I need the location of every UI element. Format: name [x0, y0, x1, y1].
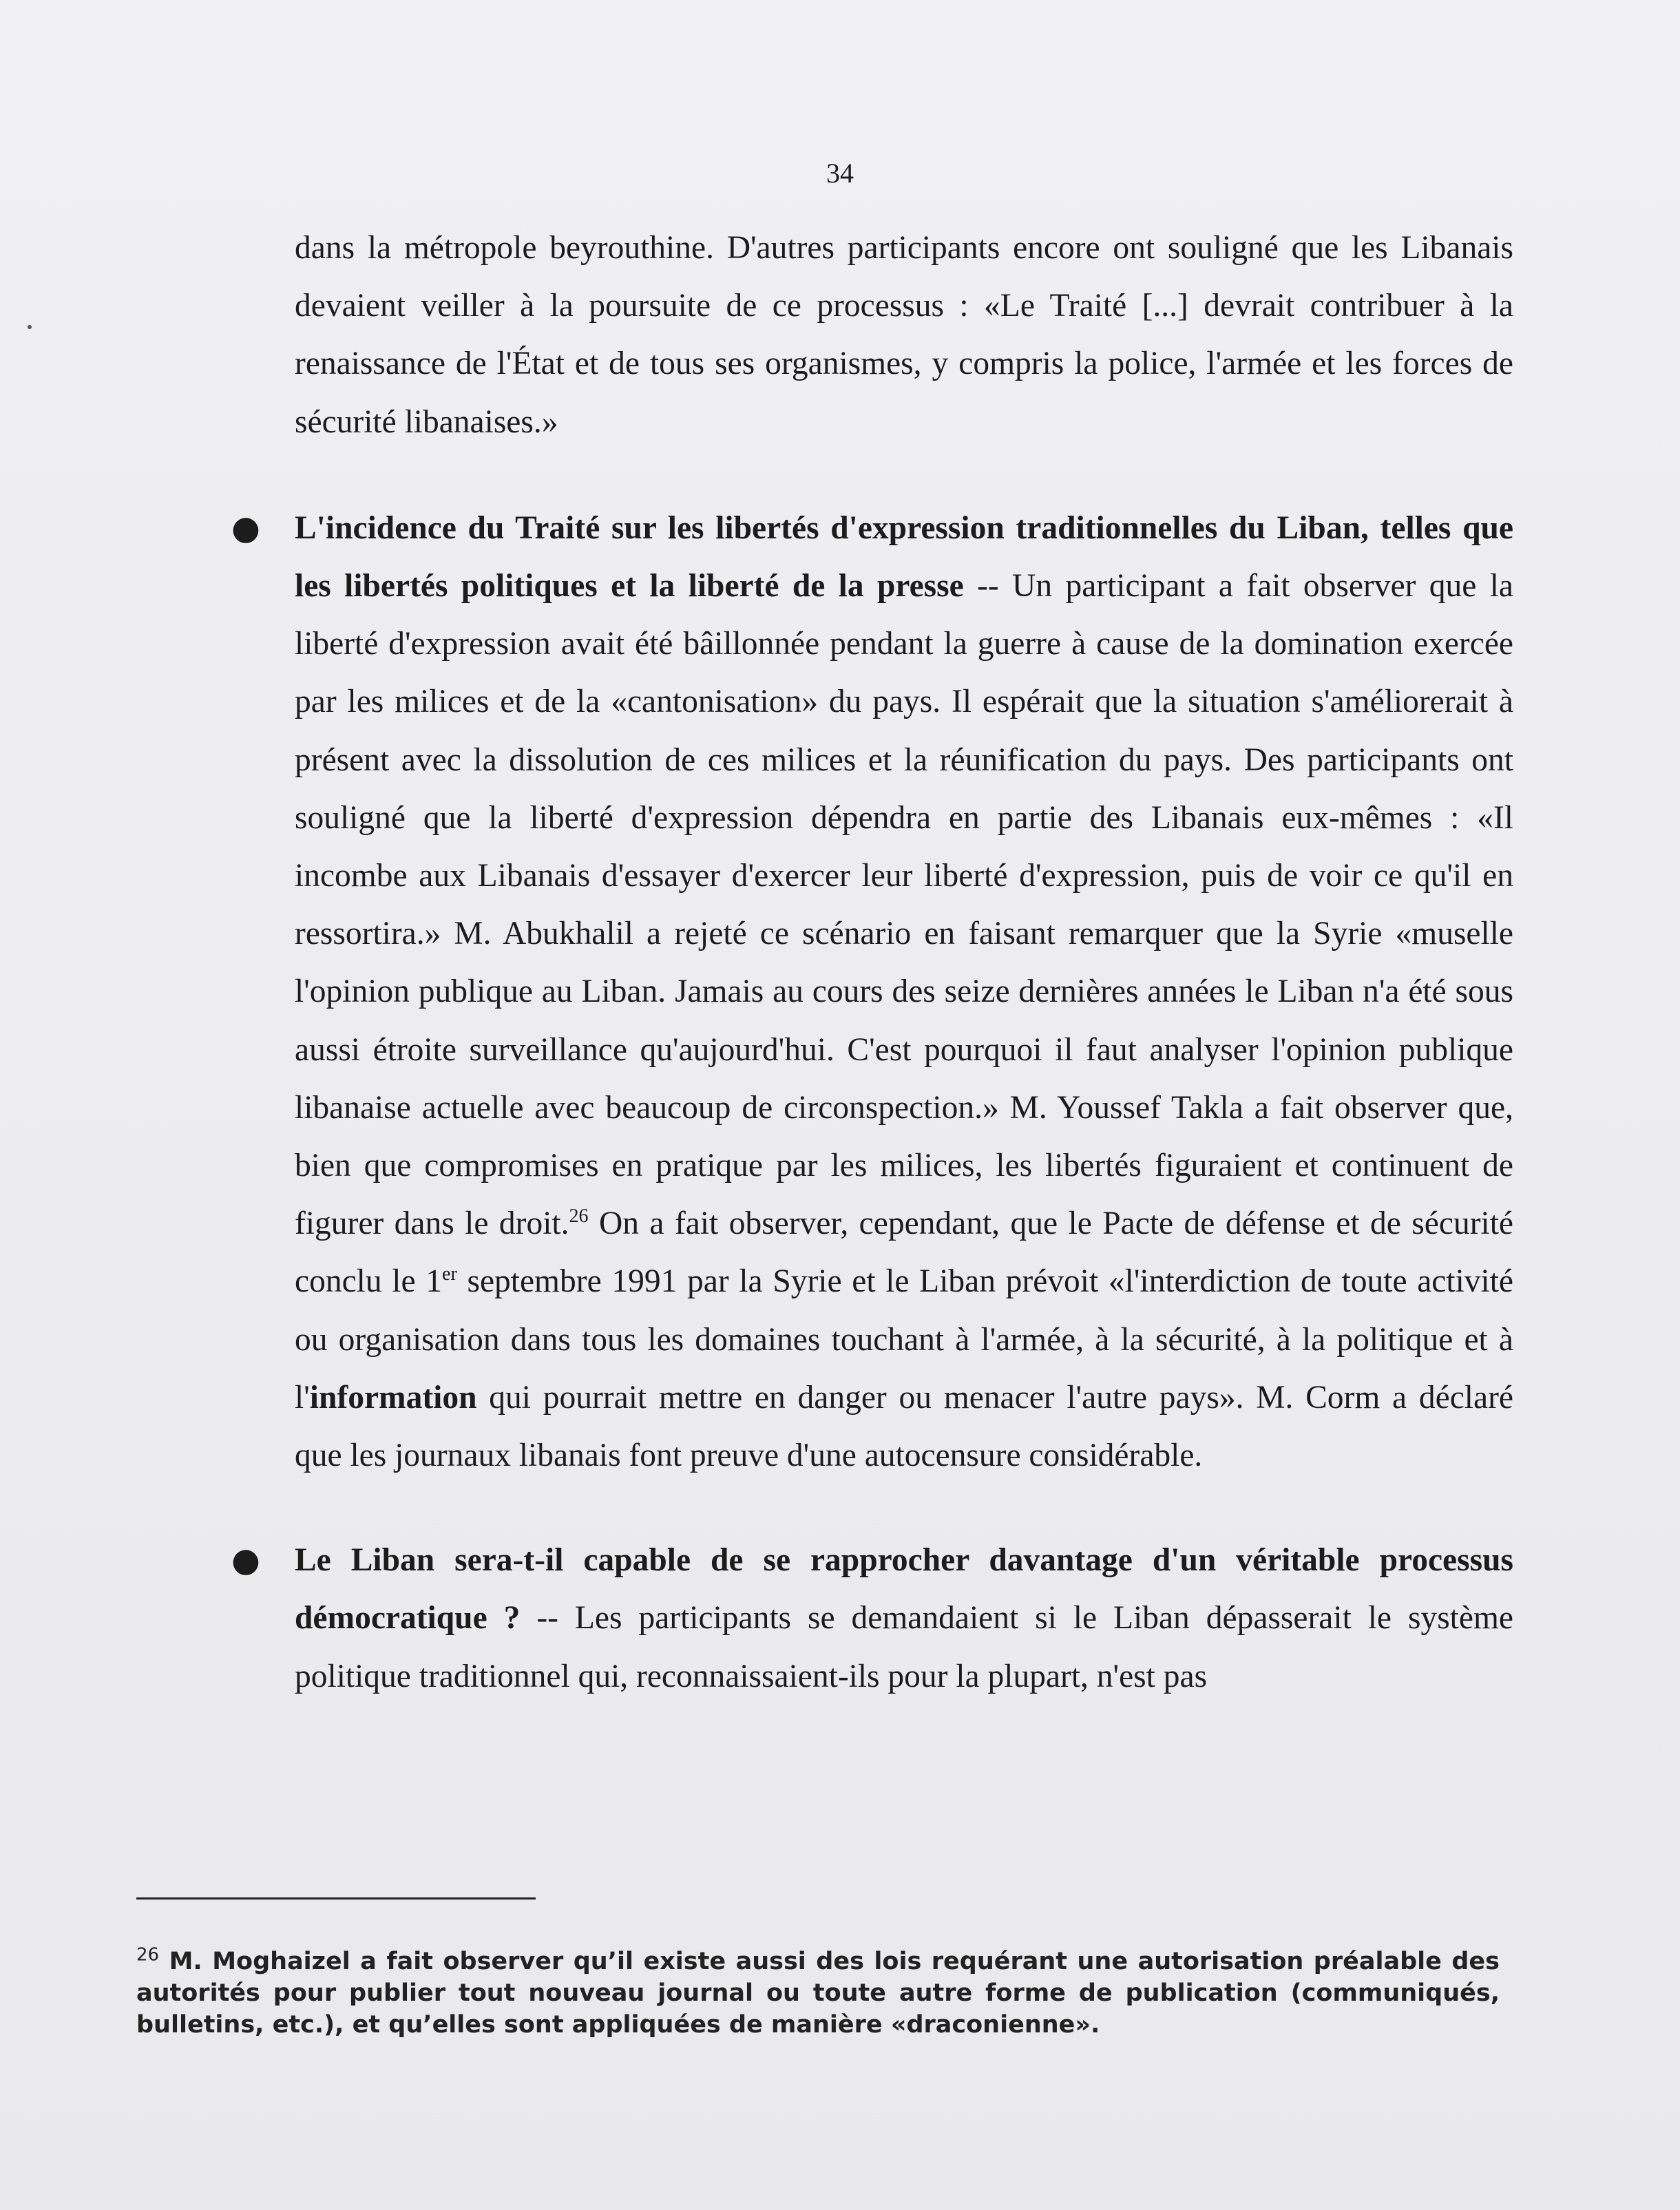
bullet-text-part: On a fait observer, cependant, que le Pacte de défense et de sécurité conclu le 1: [295, 1206, 1513, 1300]
bullet-text-part: septembre 1991 par la Syrie et le Liban prévoit «l'interdiction de toute activité ou organisation dans tous les domaines touchant à l'armée, à la sécurité, à la politique et à l': [295, 1263, 1513, 1416]
bullet-icon: ●: [231, 508, 260, 547]
bullet-text-part: qui pourrait mettre en danger ou menacer l'autre pays». M. Corm a déclaré que les journaux libanais font preuve d'une autocensure considérable.: [295, 1379, 1513, 1474]
bullet-heading: L'incidence du Traité sur les libertés d'expression traditionnelles du Liban, telles que les libertés politiques et la liberté de la presse: [295, 509, 1513, 604]
ordinal-superscript: er: [442, 1263, 457, 1285]
scan-speck: [28, 325, 32, 329]
footnote: [136, 1946, 1500, 2041]
bullet-text-part: -- Les participants se demandaient si le Liban dépasserait le système politique traditionnel qui, reconnaissaient-ils pour la plupart, n'est pas: [295, 1600, 1513, 1694]
bullet-paragraph: [295, 499, 1513, 1484]
intro-paragraph: dans la métropole beyrouthine. D'autres participants encore ont souligné que les Libanais devaient veiller à la poursuite de ce processus : «Le Traité [...] devrait contribuer à la renaissance de l'État et de tous ses organismes, y compris la police, l'armée et les forces de sécurité libanaises.»: [295, 230, 1513, 440]
footnote-number: 26: [136, 1944, 160, 1966]
bullet-item-democratic-process: [231, 1531, 1513, 1705]
bullet-heading: Le Liban sera-t-il capable de se rapprocher davantage d'un véritable processus démocratique ?: [295, 1542, 1513, 1637]
emphasized-word: information: [309, 1379, 477, 1416]
footnote-text: M. Moghaizel a fait observer qu’il existe aussi des lois requérant une autorisation préalable des autorités pour publier tout nouveau journal ou toute autre forme de publication (communiqués, bulletins, etc.), et qu’elles sont appliquées de manière «draconienne».: [136, 1948, 1500, 2039]
body-text: [231, 219, 1513, 1705]
bullet-paragraph: [295, 1531, 1513, 1705]
footnote-separator: [136, 1897, 536, 1899]
bullet-text-part: -- Un participant a fait observer que la liberté d'expression avait été bâillonnée pendant la guerre à cause de la domination exercée par les milices et de la «cantonisation» du pays. Il espérait que la situation s'améliorerait à présent avec la dissolution de ces milices et la réunification du pays. Des participants ont souligné que la liberté d'expression dépendra en partie des Libanais eux-mêmes : «Il incombe aux Libanais d'essayer d'exercer leur liberté d'expression, puis de voir ce qu'il en ressortira.» M. Abukhalil a rejeté ce scénario en faisant remarquer que la Syrie «muselle l'opinion publique au Liban. Jamais au cours des seize dernières années le Liban n'a été sous aussi étroite surveillance qu'aujourd'hui. C'est pourquoi il faut analyser l'opinion publique libanaise actuelle avec beaucoup de circonspection.» M. Youssef Takla a fait observer que, bien que compromises en pratique par les milices, les libertés figuraient et continuent de figurer dans le droit.: [295, 568, 1513, 1242]
bullet-item-freedom-of-expression: [231, 499, 1513, 1484]
bullet-icon: ●: [231, 1541, 260, 1580]
footnote-reference: 26: [569, 1206, 589, 1228]
page-number: 34: [826, 158, 854, 189]
